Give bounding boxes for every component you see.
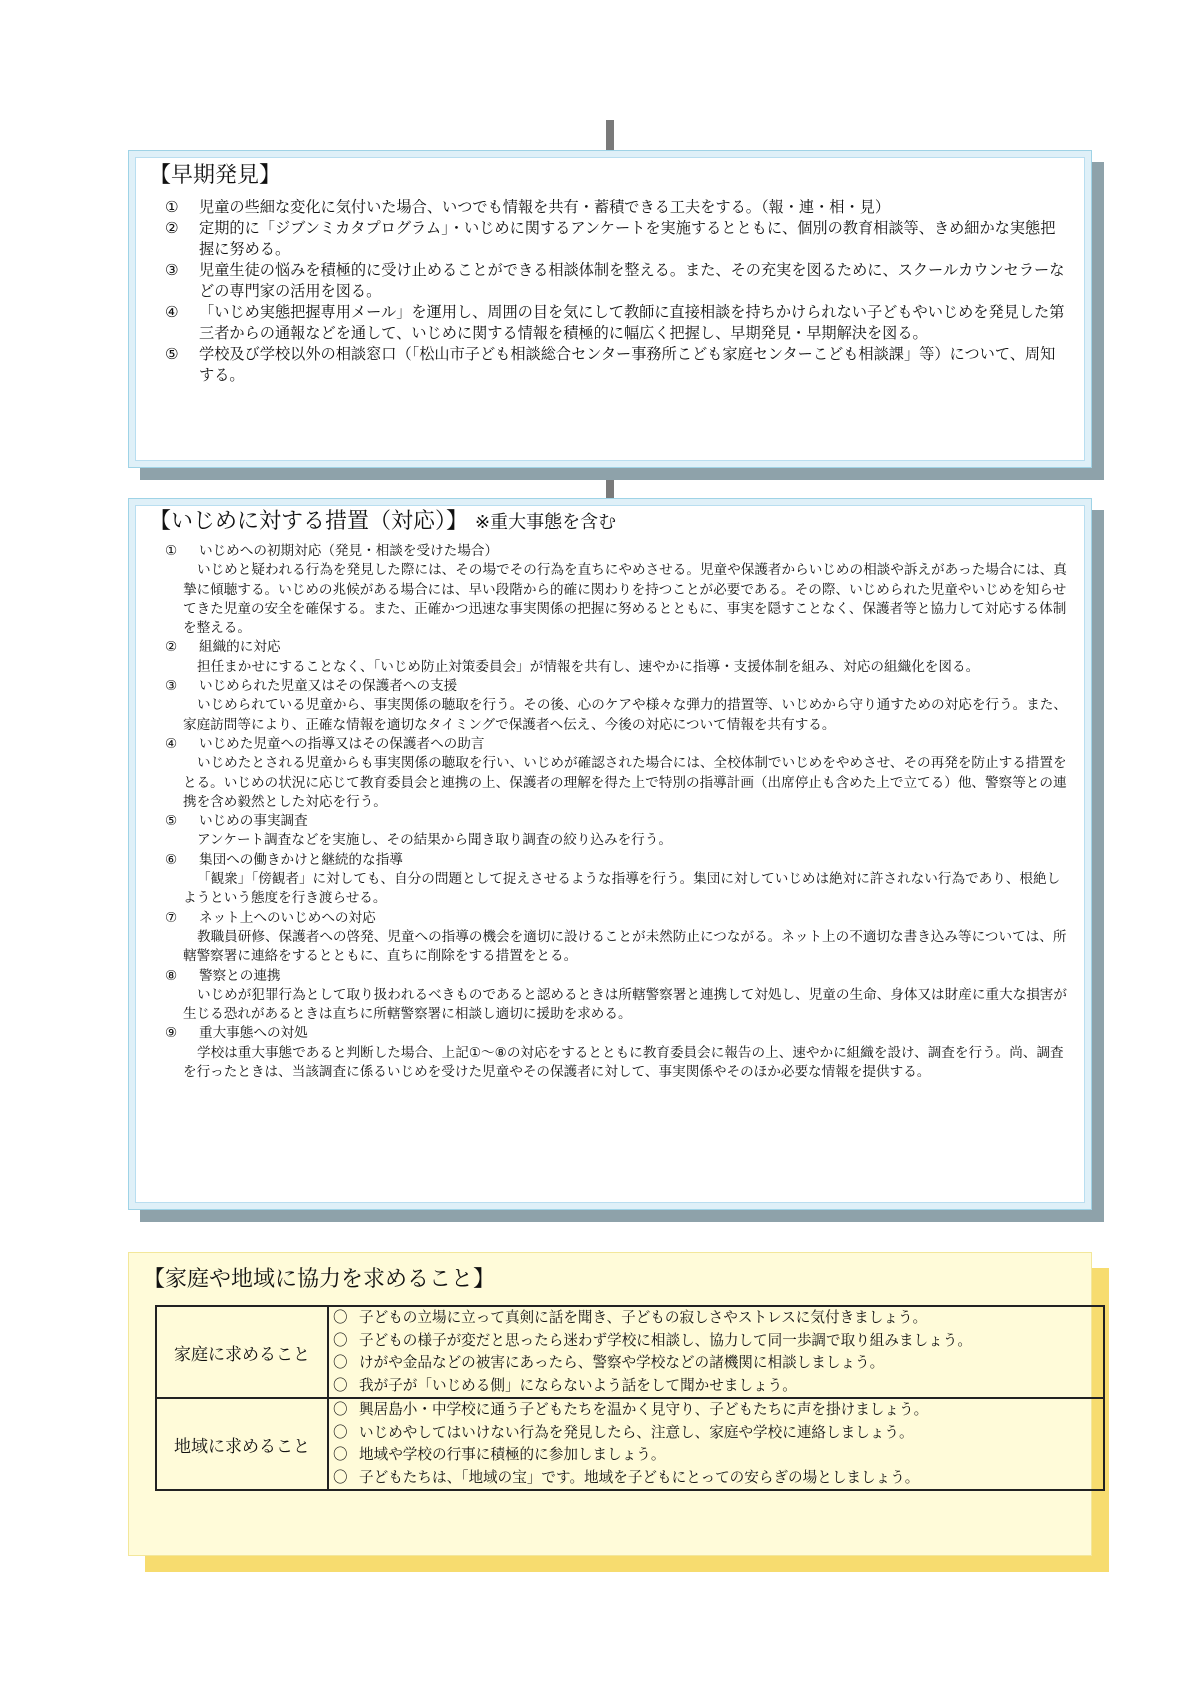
response-title-note: ※重大事態を含む xyxy=(475,512,617,533)
circle-mark: 〇 xyxy=(333,1446,348,1463)
early-detection-box xyxy=(128,150,1092,468)
circle-mark: 〇 xyxy=(333,1423,348,1441)
circle-mark: 〇 xyxy=(333,1309,348,1326)
response-item-heading-row xyxy=(165,542,1067,561)
response-item xyxy=(165,735,1067,812)
response-title xyxy=(149,507,1067,538)
response-item-heading-row xyxy=(165,851,1067,870)
response-item-heading: いじめられた児童又はその保護者への支援 xyxy=(199,678,458,695)
early-detection-item xyxy=(165,197,1067,218)
item-number: ⑤ xyxy=(165,813,178,830)
response-item xyxy=(165,967,1067,1025)
request-text: けがや金品などの被害にあったら、警察や学校などの諸機関に相談しましょう。 xyxy=(359,1354,885,1371)
community-request-item xyxy=(329,1444,1103,1467)
response-item-body: いじめと疑われる行為を発見した際には、その場でその行為を直ちにやめさせる。児童や保護者からいじめの相談や訴えがあった場合には、真摯に傾聴する。いじめの兆候がある場合には、早い段階から的確に関わりを持つことが必要である。その際、いじめられた児童やいじめを知らせてきた児童の安全を確保する。また、正確かつ迅速な事実関係の把握に努めるとともに、事実を隠すことなく、保護者等と協力して対応する体制を整える。 xyxy=(183,562,1067,637)
item-number: ④ xyxy=(165,303,179,321)
response-item-body: 「観衆」「傍観者」に対しても、自分の問題として捉えさせるような指導を行う。集団に対していじめは絶対に許されない行為であり、根絶しようという態度を行き渡らせる。 xyxy=(183,871,1061,907)
response-item xyxy=(165,677,1067,735)
cooperation-title: 【家庭や地域に協力を求めること】 xyxy=(143,1267,496,1292)
response-item-body: 担任まかせにすることなく、「いじめ防止対策委員会」が情報を共有し、速やかに指導・支援体制を組み、対応の組織化を図る。 xyxy=(197,658,980,675)
response-item-heading-row xyxy=(165,967,1067,986)
response-item-body: 学校は重大事態であると判断した場合、上記①～⑧の対応をするとともに教育委員会に報告の上、速やかに組織を設け、調査を行う。尚、調査を行ったときは、当該調査に係るいじめを受けた児童やその保護者に対して、事実関係やそのほか必要な情報を提供する。 xyxy=(183,1044,1064,1081)
request-text: 興居島小・中学校に通う子どもたちを温かく見守り、子どもたちに声を掛けましょう。 xyxy=(359,1401,929,1418)
community-request-item xyxy=(329,1399,1103,1422)
response-item-heading-row xyxy=(165,1024,1067,1043)
circle-mark: 〇 xyxy=(333,1401,348,1418)
request-text: 子どもの様子が変だと思ったら迷わず学校に相談し、協力して同一歩調で取り組みましょう。 xyxy=(359,1331,972,1349)
request-text: 我が子が「いじめる側」にならないよう話をして聞かせましょう。 xyxy=(359,1376,797,1394)
response-item xyxy=(165,812,1067,851)
response-item-body: 教職員研修、保護者への啓発、児童への指導の機会を適切に設けることが未然防止につながる。ネット上の不適切な書き込み等については、所轄警察署に連絡をするとともに、直ちに削除をする措置をとる。 xyxy=(183,928,1067,965)
flow-connector-top xyxy=(606,120,614,152)
request-text: 地域や学校の行事に積極的に参加しましょう。 xyxy=(359,1446,666,1463)
item-text: 学校及び学校以外の相談窓口（「松山市子ども相談総合センター事務所こども家庭センターこども相談課」等）について、周知する。 xyxy=(199,345,1056,384)
item-number: ② xyxy=(165,219,179,237)
response-item xyxy=(165,851,1067,909)
community-request-item xyxy=(329,1467,1103,1490)
response-item-heading: いじめへの初期対応（発見・相談を受けた場合） xyxy=(199,543,499,559)
early-detection-item xyxy=(165,260,1067,302)
home-row xyxy=(156,1306,1104,1398)
community-row xyxy=(156,1398,1104,1490)
item-number: ⑥ xyxy=(165,851,178,868)
response-box xyxy=(128,498,1092,1210)
response-item-heading-row xyxy=(165,638,1067,657)
home-request-item xyxy=(329,1307,1103,1330)
home-request-item xyxy=(329,1375,1103,1398)
response-item-heading: いじめた児童への指導又はその保護者への助言 xyxy=(199,735,485,752)
item-number: ⑦ xyxy=(165,909,178,926)
circle-mark: 〇 xyxy=(333,1331,348,1349)
response-item-body: いじめられている児童から、事実関係の聴取を行う。その後、心のケアや様々な弾力的措置等、いじめから守り通すための対応を行う。また、家庭訪問等により、正確な情報を適切なタイミングで保護者へ伝え、今後の対応について情報を共有する。 xyxy=(183,697,1067,733)
response-list xyxy=(149,542,1067,1082)
response-item-heading-row xyxy=(165,812,1067,831)
request-text: 子どもの立場に立って真剣に話を聞き、子どもの寂しさやストレスに気付きましょう。 xyxy=(359,1309,928,1326)
item-number: ② xyxy=(165,639,178,656)
request-text: いじめやしてはいけない行為を発見したら、注意し、家庭や学校に連絡しましょう。 xyxy=(359,1423,914,1441)
early-detection-item xyxy=(165,302,1067,344)
response-item xyxy=(165,909,1067,967)
home-label: 家庭に求めること xyxy=(156,1306,328,1398)
early-detection-list xyxy=(149,197,1067,386)
item-number: ③ xyxy=(165,261,179,279)
cooperation-table xyxy=(155,1305,1105,1491)
response-item xyxy=(165,542,1067,638)
early-detection-item xyxy=(165,218,1067,260)
item-number: ① xyxy=(165,543,178,559)
item-number: ⑧ xyxy=(165,967,178,984)
item-number: ① xyxy=(165,198,179,216)
early-detection-item xyxy=(165,344,1067,386)
response-item-body: アンケート調査などを実施し、その結果から聞き取り調査の絞り込みを行う。 xyxy=(197,832,672,849)
community-items xyxy=(328,1398,1104,1490)
response-item-body: いじめが犯罪行為として取り扱われるべきものであると認めるときは所轄警察署と連携して対処し、児童の生命、身体又は財産に重大な損害が生じる恐れがあるときは直ちに所轄警察署に相談し適切に援助を求める。 xyxy=(183,986,1067,1023)
response-item-heading: 組織的に対応 xyxy=(199,639,281,656)
response-item-heading: 集団への働きかけと継続的な指導 xyxy=(199,851,403,868)
response-item-heading-row xyxy=(165,909,1067,928)
response-item xyxy=(165,638,1067,677)
response-item-body: いじめたとされる児童からも事実関係の聴取を行い、いじめが確認された場合には、全校体制でいじめをやめさせ、その再発を防止する措置をとる。いじめの状況に応じて教育委員会と連携の上、保護者の理解を得た上で特別の指導計画（出席停止も含めた上で立てる）他、警察等との連携を含め毅然とした対応を行う。 xyxy=(183,755,1067,810)
response-item-heading: ネット上へのいじめへの対応 xyxy=(199,909,376,926)
response-item-heading: 重大事態への対処 xyxy=(199,1025,308,1042)
item-number: ⑨ xyxy=(165,1025,178,1042)
home-request-item xyxy=(329,1330,1103,1353)
item-text: 児童の些細な変化に気付いた場合、いつでも情報を共有・蓄積できる工夫をする。（報・連・相・見） xyxy=(199,198,891,216)
item-text: 「いじめ実態把握専用メール」を運用し、周囲の目を気にして教師に直接相談を持ちかけられない子どもやいじめを発見した第三者からの通報などを通して、いじめに関する情報を積極的に幅広く把握し、早期発見・早期解決を図る。 xyxy=(199,303,1065,342)
item-text: 児童生徒の悩みを積極的に受け止めることができる相談体制を整える。また、その充実を図るために、スクールカウンセラーなどの専門家の活用を図る。 xyxy=(199,261,1065,300)
item-number: ③ xyxy=(165,678,178,695)
response-item xyxy=(165,1024,1067,1082)
item-number: ④ xyxy=(165,735,178,752)
request-text: 子どもたちは、「地域の宝」です。地域を子どもにとっての安らぎの場としましょう。 xyxy=(359,1468,920,1486)
home-request-item xyxy=(329,1352,1103,1375)
response-item-heading-row xyxy=(165,677,1067,696)
early-detection-title: 【早期発見】 xyxy=(149,163,282,188)
item-text: 定期的に「ジブンミカタプログラム」・いじめに関するアンケートを実施するとともに、個別の教育相談等、きめ細かな実態把握に努める。 xyxy=(199,219,1056,258)
community-label: 地域に求めること xyxy=(156,1398,328,1490)
response-title-text: 【いじめに対する措置（対応）】 xyxy=(149,509,469,534)
response-item-heading: 警察との連携 xyxy=(199,967,281,984)
circle-mark: 〇 xyxy=(333,1376,348,1394)
response-item-heading: いじめの事実調査 xyxy=(199,813,308,830)
community-request-item xyxy=(329,1422,1103,1445)
circle-mark: 〇 xyxy=(333,1354,348,1371)
home-items xyxy=(328,1306,1104,1398)
item-number: ⑤ xyxy=(165,345,179,363)
response-item-heading-row xyxy=(165,735,1067,754)
cooperation-box xyxy=(128,1252,1092,1556)
circle-mark: 〇 xyxy=(333,1468,348,1486)
